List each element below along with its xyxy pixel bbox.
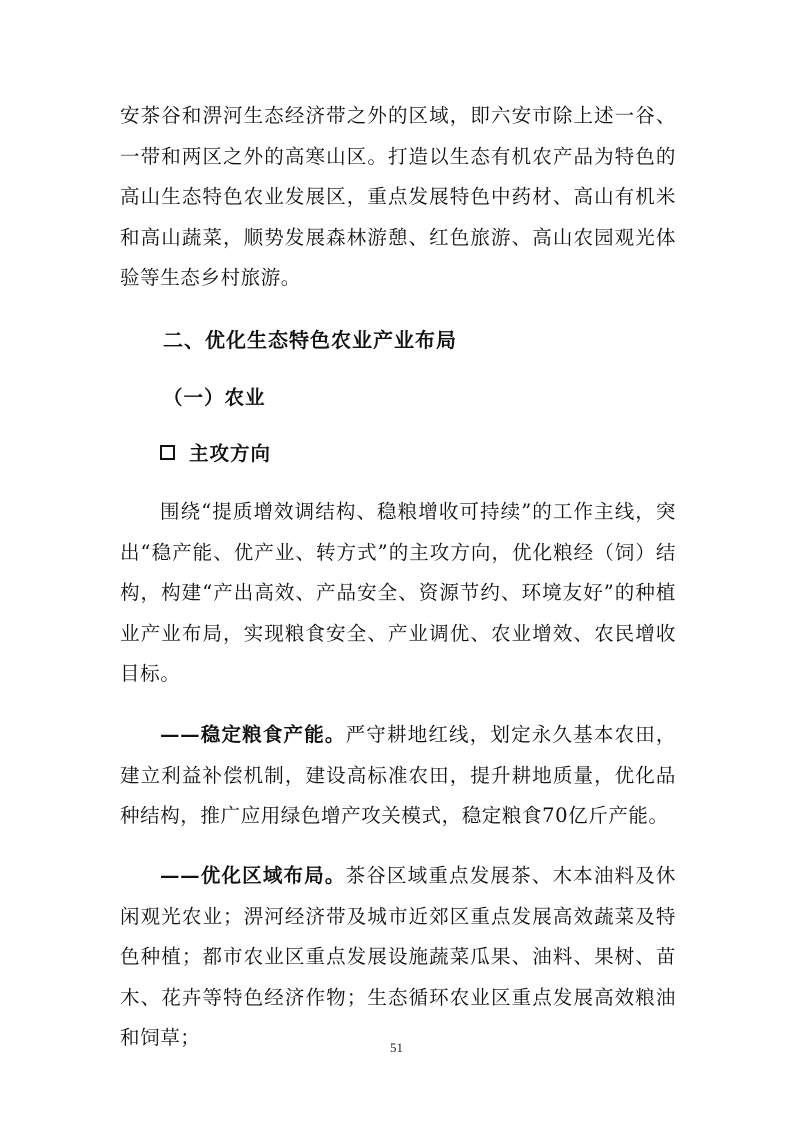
paragraph-body-stable-grain: 严守耕地红线，划定永久基本农田，建立利益补偿机制，建设高标准农田，提升耕地质量，优化品种结构，推广应用绿色增产攻关模式，稳定粮食70亿斤产能。 (120, 723, 676, 827)
page-number: 51 (390, 1040, 403, 1055)
paragraph-body-regional-layout: 茶谷区域重点发展茶、木本油料及休闲观光农业；淠河经济带及城市近郊区重点发展高效蔬菜及特色种植；都市农业区重点发展设施蔬菜瓜果、油料、果树、苗木、花卉等特色经济作物；生态循环农业区重点发展高效粮油和饲草； (120, 864, 676, 1049)
paragraph-lead-regional-layout: ——优化区域布局。 (160, 864, 346, 887)
paragraph-highland-zone: 安茶谷和淠河生态经济带之外的区域，即六安市除上述一谷、一带和两区之外的高寒山区。打造以生态有机农产品为特色的高山生态特色农业发展区，重点发展特色中药材、高山有机米和高山蔬菜，顺势发展森林游憩、红色旅游、高山农园观光体验等生态乡村旅游。 (120, 104, 676, 289)
checkbox-square-icon (160, 445, 175, 460)
section-heading: 二、优化生态特色农业产业布局 (163, 328, 457, 352)
paragraph-stable-grain (120, 715, 676, 837)
paragraph-regional-layout (120, 856, 676, 1059)
item-heading (160, 438, 271, 466)
subsection-heading: （一）农业 (163, 386, 266, 409)
paragraph-lead-stable-grain: ——稳定粮食产能。 (160, 723, 346, 746)
paragraph-main-direction: 围绕“提质增效调结构、稳粮增收可持续”的工作主线，突出“稳产能、优产业、转方式”的主攻方向，优化粮经（饲）结构，构建“产出高效、产品安全、资源节约、环境友好”的种植业产业布局，实现粮食安全、产业调优、农业增效、农民增收目标。 (120, 500, 676, 685)
item-heading-label: 主攻方向 (189, 442, 272, 465)
